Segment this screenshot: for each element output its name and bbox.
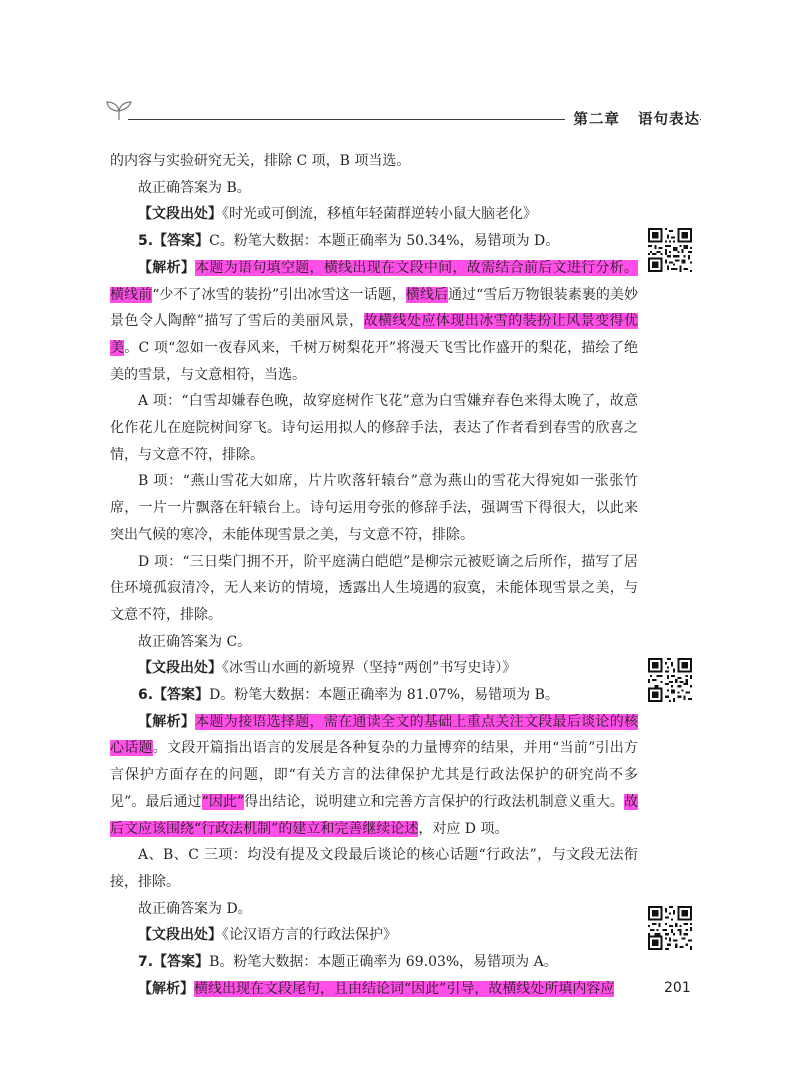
q4-continuation: 的内容与实验研究无关，排除 C 项，B 项当选。: [110, 153, 411, 169]
answer-explanations: [110, 148, 638, 1003]
q7-analysis: [110, 976, 638, 1003]
q7-answer: [110, 949, 638, 976]
source-title: 《时光或可倒流，移植年轻菌群逆转小鼠大脑老化》: [222, 206, 537, 223]
answer-text: B。粉笔大数据：本题正确率为 69.03%，易错项为 A。: [209, 954, 558, 971]
analysis-text: “少不了冰雪的装扮”引出冰雪这一话题，: [152, 286, 406, 303]
source-title: 《论汉语方言的行政法保护》: [222, 927, 397, 944]
source-label: 【文段出处】: [138, 206, 222, 223]
qr-code-icon: [648, 658, 692, 702]
chapter-label: 第二章: [573, 111, 620, 128]
answer-label: 7.【答案】: [138, 954, 210, 971]
source-title: 《冰雪山水画的新境界（坚持“两创”书写史诗）》: [222, 660, 517, 677]
answer-text: C。粉笔大数据：本题正确率为 50.34%，易错项为 D。: [209, 233, 560, 250]
highlight: 横线后: [405, 286, 448, 303]
page-number: 201: [664, 980, 691, 996]
analysis-text: 通过“雪后万物银装素裹的美妙景色令人陶醉”描写了雪后的美丽风景，: [110, 286, 638, 330]
q5-conclusion: 故正确答案为 C。: [138, 633, 252, 650]
q5-option-a: A 项：“白雪却嫌春色晚，故穿庭树作飞花”意为白雪嫌弃春色来得太晚了，故意化作花儿在庭院树间穿飞。诗句运用拟人的修辞手法，表达了作者看到春雪的欣喜之情，与文意不符，排除。: [110, 393, 638, 463]
q6-conclusion: 故正确答案为 D。: [138, 900, 252, 917]
analysis-label: 【解析】: [138, 259, 196, 276]
q4-source: [110, 201, 638, 228]
analysis-text: ，对应 D 项。: [418, 820, 509, 837]
highlight: 故后文应该围绕“行政法机制”的建立和完善继续论述: [110, 793, 638, 837]
highlight: 故横线处应体现出冰雪的装扮让风景变得优美: [110, 313, 638, 356]
q6-analysis: [110, 709, 638, 843]
highlight: 本题为语句填空题，横线出现在文段中间，故需结合前后文进行分析。: [195, 259, 639, 276]
answer-text: D。粉笔大数据：本题正确率为 81.07%，易错项为 B。: [209, 687, 559, 704]
source-label: 【文段出处】: [138, 660, 222, 677]
qr-code-icon: [648, 228, 692, 272]
analysis-text: 。C 项“忽如一夜春风来，千树万树梨花开”将漫天飞雪比作盛开的梨花，描绘了绝美的雪景，与文意相符，当选。: [110, 339, 638, 383]
q6-options-abc: A、B、C 三项：均没有提及文段最后谈论的核心话题“行政法”，与文段无法衔接，排除。: [110, 847, 638, 890]
highlight: 横线前: [110, 286, 153, 303]
q5-source: [110, 655, 638, 682]
q5-answer: [110, 228, 638, 255]
chapter-header: [565, 108, 700, 129]
analysis-label: 【解析】: [138, 980, 194, 997]
qr-code-icon: [648, 906, 692, 950]
highlight: 本题为接语选择题，需在通读全文的基础上重点关注文段最后谈论的核心话题: [110, 713, 639, 757]
section-label: 语句表达: [638, 111, 700, 128]
q5-option-b: B 项：“燕山雪花大如席，片片吹落轩辕台”意为燕山的雪花大得宛如一张张竹席，一片一片飘落在轩辕台上。诗句运用夸张的修辞手法，强调雪下得很大，以此来突出气候的寒冷，未能体现雪景之美，与文意不符，排除。: [110, 473, 638, 543]
q4-conclusion: 故正确答案为 B。: [138, 179, 251, 196]
analysis-label: 【解析】: [138, 713, 196, 730]
source-label: 【文段出处】: [138, 927, 222, 944]
q6-source: [110, 922, 638, 949]
analysis-text: 得出结论，说明建立和完善方言保护的行政法机制意义重大。: [244, 793, 624, 810]
highlight: “因此”: [201, 793, 245, 810]
answer-label: 5.【答案】: [138, 233, 210, 250]
q6-answer: [110, 682, 638, 709]
highlight: 横线出现在文段尾句，且由结论词“因此”引导，故横线处所填内容应: [194, 980, 615, 997]
q5-option-d: D 项：“三日柴门拥不开，阶平庭满白皑皑”是柳宗元被贬谪之后所作，描写了居住环境孤寂清冷，无人来访的情境，透露出人生境遇的寂寞，未能体现雪景之美，与文意不符，排除。: [110, 553, 638, 623]
analysis-text: 。文段开篇指出语言的发展是各种复杂的力量博弈的结果，并用“当前”引出方言保护方面存在的问题，即“有关方言的法律保护尤其是行政法保护的研究尚不多见”。最后通过: [110, 740, 639, 810]
answer-label: 6.【答案】: [138, 687, 210, 704]
q5-analysis: [110, 255, 638, 389]
